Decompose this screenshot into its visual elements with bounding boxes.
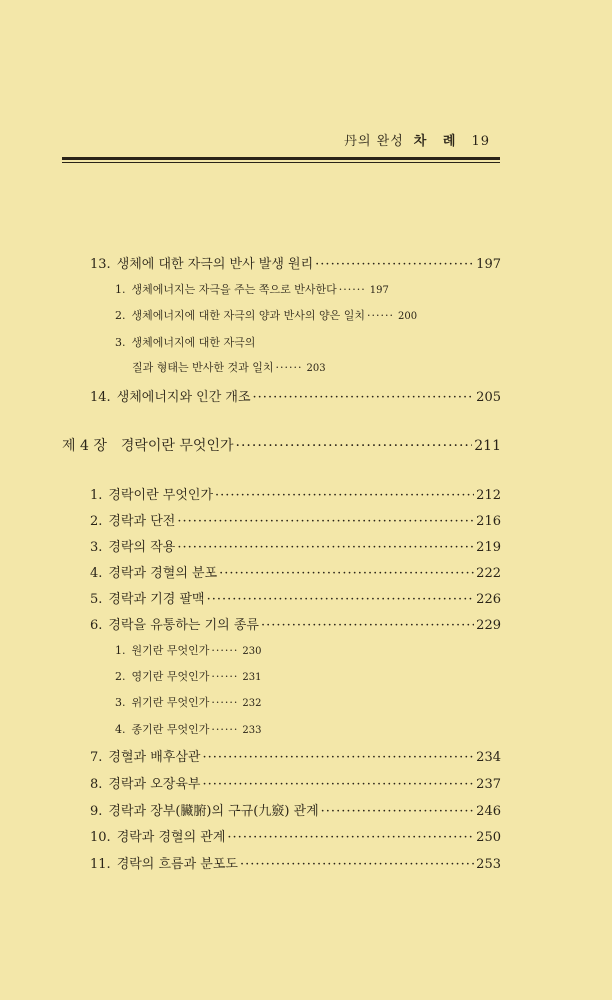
dot-leader (202, 750, 474, 765)
toc-entry-number: 2. (90, 514, 103, 529)
toc-entry (90, 746, 501, 765)
header-page-number: 19 (471, 134, 490, 149)
toc-entry-title: 생체에너지에 대한 자극의 양과 반사의 양은 일치 (131, 309, 365, 322)
toc-entry-title: 경락과 오장육부 (108, 777, 201, 792)
toc-entry (90, 386, 501, 405)
toc-sub-entry (132, 359, 326, 375)
dot-leader (253, 390, 475, 405)
toc-entry (90, 253, 501, 272)
toc-page-number: 234 (476, 750, 501, 765)
toc-entry-number: 4. (90, 566, 103, 581)
toc-entry-number: 8. (90, 777, 103, 792)
toc-page-number: 253 (476, 857, 501, 872)
dot-leader (276, 361, 303, 374)
toc-page-number: 237 (476, 777, 501, 792)
toc-page-number: 246 (476, 804, 501, 819)
header-title: 차 례 (413, 134, 462, 149)
toc-entry-title: 경락과 장부(臟腑)의 구규(九竅) 관계 (108, 804, 319, 819)
toc-entry-number: 5. (90, 592, 103, 607)
header-rule-thin (62, 162, 500, 163)
toc-sub-entry (115, 307, 417, 323)
dot-leader (321, 804, 475, 819)
toc-entry-number: 1. (90, 488, 103, 503)
dot-leader (240, 857, 474, 872)
toc-entry-title: 경락과 기경 팔맥 (108, 592, 205, 607)
toc-entry-title: 원기란 무엇인가 (131, 644, 210, 657)
dot-leader (219, 566, 474, 581)
toc-entry-title: 경락의 작용 (108, 540, 176, 555)
toc-entry-title: 경락의 흐름과 분포도 (116, 857, 238, 872)
dot-leader (177, 540, 474, 555)
toc-entry-number: 13. (90, 257, 111, 272)
dot-leader (315, 257, 474, 272)
toc-page-number: 250 (476, 830, 501, 845)
toc-entry-number: 제 4 장 (62, 438, 107, 454)
toc-entry-title: 영기란 무엇인가 (131, 670, 210, 683)
toc-entry-number: 3. (115, 696, 126, 709)
running-header (344, 130, 490, 149)
dot-leader (261, 618, 474, 633)
toc-page-number: 222 (476, 566, 501, 581)
toc-entry-title: 경락과 단전 (108, 514, 176, 529)
dot-leader (236, 438, 473, 454)
toc-page-number: 197 (369, 285, 389, 296)
toc-entry (90, 510, 501, 529)
toc-sub-entry (115, 334, 255, 350)
toc-entry (90, 826, 501, 845)
toc-page-number: 232 (242, 698, 262, 709)
toc-entry (90, 614, 501, 633)
toc-sub-entry (115, 642, 261, 658)
toc-sub-entry (115, 281, 389, 297)
toc-entry-number: 1. (115, 644, 126, 657)
toc-page-number: 230 (242, 646, 262, 657)
toc-entry (90, 562, 501, 581)
toc-sub-entry (115, 721, 261, 737)
toc-page-number: 219 (476, 540, 501, 555)
toc-page-number: 203 (306, 363, 326, 374)
toc-chapter-heading (62, 435, 501, 455)
toc-page-number: 205 (476, 390, 501, 405)
toc-entry (90, 773, 501, 792)
toc-entry-title: 생체에 대한 자극의 반사 발생 원리 (116, 257, 314, 272)
toc-entry-number: 2. (115, 309, 126, 322)
dot-leader (211, 723, 238, 736)
toc-entry (90, 484, 501, 503)
dot-leader (339, 283, 366, 296)
toc-entry-title: 경락이란 무엇인가 (120, 438, 234, 454)
toc-entry-number: 7. (90, 750, 103, 765)
toc-entry (90, 800, 501, 819)
toc-entry-title: 생체에너지와 인간 개조 (116, 390, 251, 405)
toc-page-number: 231 (242, 672, 262, 683)
dot-leader (227, 830, 474, 845)
dot-leader (211, 644, 238, 657)
toc-entry-title: 경락과 경혈의 분포 (108, 566, 218, 581)
dot-leader (177, 514, 474, 529)
toc-entry-title: 경락이란 무엇인가 (108, 488, 214, 503)
toc-entry-number: 1. (115, 283, 126, 296)
toc-entry-title: 질과 형태는 반사한 것과 일치 (132, 361, 274, 374)
toc-entry-number: 2. (115, 670, 126, 683)
toc-page-number: 229 (476, 618, 501, 633)
toc-entry-number: 14. (90, 390, 111, 405)
dot-leader (367, 309, 394, 322)
toc-entry-title: 종기란 무엇인가 (131, 723, 210, 736)
toc-entry-title: 경혈과 배후삼관 (108, 750, 201, 765)
toc-entry-title: 위기란 무엇인가 (131, 696, 210, 709)
toc-page-number: 197 (476, 257, 501, 272)
toc-entry-number: 4. (115, 723, 126, 736)
toc-entry (90, 853, 501, 872)
toc-entry-title: 생체에너지는 자극을 주는 쪽으로 반사한다 (131, 283, 337, 296)
toc-entry (90, 588, 501, 607)
toc-page-number: 200 (397, 311, 418, 322)
toc-page-number: 226 (476, 592, 501, 607)
toc-entry-title: 경락과 경혈의 관계 (116, 830, 226, 845)
toc-page-number: 216 (476, 514, 501, 529)
header-subtitle: 丹의 완성 (343, 134, 404, 149)
toc-entry-number: 9. (90, 804, 103, 819)
toc-entry (90, 536, 501, 555)
toc-sub-entry (115, 694, 261, 710)
header-rule-thick (62, 157, 500, 160)
toc-sub-entry (115, 668, 261, 684)
toc-entry-number: 11. (90, 857, 111, 872)
dot-leader (207, 592, 475, 607)
toc-page-number: 211 (474, 438, 501, 454)
toc-page-number: 212 (476, 488, 501, 503)
toc-entry-number: 3. (115, 336, 126, 349)
toc-entry-number: 3. (90, 540, 103, 555)
toc-entry-number: 6. (90, 618, 103, 633)
dot-leader (202, 777, 474, 792)
toc-entry-title: 생체에너지에 대한 자극의 (131, 336, 256, 349)
dot-leader (211, 670, 238, 683)
dot-leader (215, 488, 474, 503)
toc-page-number: 233 (242, 725, 262, 736)
toc-entry-title: 경락을 유통하는 기의 종류 (108, 618, 259, 633)
toc-entry-number: 10. (90, 830, 111, 845)
dot-leader (211, 696, 238, 709)
